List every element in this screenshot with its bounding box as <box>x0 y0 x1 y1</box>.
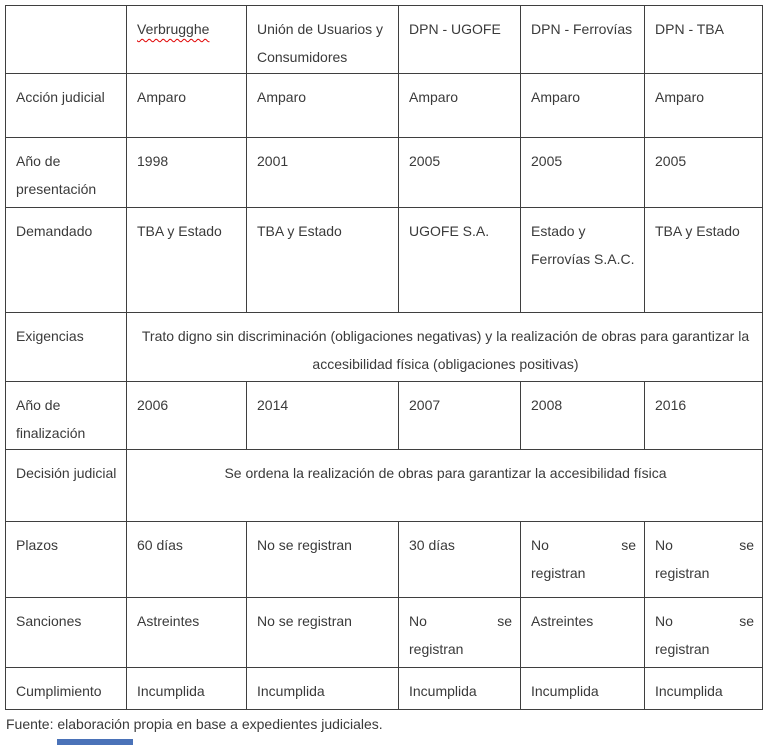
judicial-cases-table <box>5 5 763 710</box>
header-row <box>6 6 763 74</box>
table-cell: 2007 <box>399 382 521 450</box>
table-cell: Astreintes <box>127 598 247 668</box>
table-cell: Amparo <box>645 74 763 138</box>
table-cell: Estado y Ferrovías S.A.C. <box>521 208 645 313</box>
table-cell: Incumplida <box>399 668 521 710</box>
table-cell: No se registran <box>247 598 399 668</box>
table-cell: TBA y Estado <box>247 208 399 313</box>
wrapped-line: registran <box>655 641 710 657</box>
row-label: Acción judicial <box>6 74 127 138</box>
table-cell: 2005 <box>399 138 521 208</box>
row-label: Demandado <box>6 208 127 313</box>
misspelled-word: Verbrugghe <box>137 21 210 37</box>
table-cell: 1998 <box>127 138 247 208</box>
table-cell: Incumplida <box>127 668 247 710</box>
word: No <box>655 613 673 629</box>
column-header-dpn-ugofe: DPN - UGOFE <box>399 6 521 74</box>
word: se <box>739 613 754 629</box>
table-cell: Incumplida <box>645 668 763 710</box>
row-label: Decisión judicial <box>6 450 127 522</box>
table-cell: Amparo <box>399 74 521 138</box>
table-cell: 2001 <box>247 138 399 208</box>
row-label: Exigencias <box>6 313 127 382</box>
table-cell: Amparo <box>521 74 645 138</box>
word: se <box>621 537 636 553</box>
table-cell: 60 días <box>127 522 247 598</box>
merged-cell-decision: Se ordena la realización de obras para garantizar la accesibilidad física <box>127 450 763 522</box>
table-cell: Astreintes <box>521 598 645 668</box>
row-label: Año de presentación <box>6 138 127 208</box>
row-label: Sanciones <box>6 598 127 668</box>
table-cell: 2005 <box>645 138 763 208</box>
table-row-demandado <box>6 208 763 313</box>
word: No <box>655 537 673 553</box>
column-header-empty <box>6 6 127 74</box>
table-cell: TBA y Estado <box>127 208 247 313</box>
table-cell: Incumplida <box>521 668 645 710</box>
word: se <box>497 613 512 629</box>
table-cell <box>521 522 645 598</box>
table-cell: UGOFE S.A. <box>399 208 521 313</box>
wrapped-line: registran <box>655 565 710 581</box>
word: se <box>739 537 754 553</box>
table-row-plazos <box>6 522 763 598</box>
table-cell: Amparo <box>127 74 247 138</box>
table-row-accion-judicial <box>6 74 763 138</box>
table-row-exigencias <box>6 313 763 382</box>
column-header-verbrugghe <box>127 6 247 74</box>
table-cell <box>399 598 521 668</box>
table-row-ano-presentacion <box>6 138 763 208</box>
justified-line <box>655 531 754 559</box>
cropped-blue-element <box>57 739 133 745</box>
table-cell: TBA y Estado <box>645 208 763 313</box>
column-header-dpn-ferrovias: DPN - Ferrovías <box>521 6 645 74</box>
table-cell: 2008 <box>521 382 645 450</box>
table-row-sanciones <box>6 598 763 668</box>
justified-line <box>409 607 512 635</box>
row-label: Plazos <box>6 522 127 598</box>
table-row-decision-judicial <box>6 450 763 522</box>
table-cell: 2005 <box>521 138 645 208</box>
justified-line <box>655 607 754 635</box>
row-label: Año de finalización <box>6 382 127 450</box>
table-cell: No se registran <box>247 522 399 598</box>
word: No <box>531 537 549 553</box>
table-cell: 2014 <box>247 382 399 450</box>
table-cell: 2006 <box>127 382 247 450</box>
column-header-dpn-tba: DPN - TBA <box>645 6 763 74</box>
table-cell <box>645 522 763 598</box>
table-cell: 30 días <box>399 522 521 598</box>
row-label: Cumplimiento <box>6 668 127 710</box>
table-cell: 2016 <box>645 382 763 450</box>
table-cell: Amparo <box>247 74 399 138</box>
wrapped-line: registran <box>409 641 464 657</box>
table-cell <box>645 598 763 668</box>
table-cell: Incumplida <box>247 668 399 710</box>
source-note: Fuente: elaboración propia en base a expedientes judiciales. <box>6 716 383 732</box>
table-row-ano-finalizacion <box>6 382 763 450</box>
wrapped-line: registran <box>531 565 586 581</box>
merged-cell-exigencias: Trato digno sin discriminación (obligaciones negativas) y la realización de obras para garantizar la accesibilidad física (obligaciones positivas) <box>127 313 763 382</box>
column-header-union: Unión de Usuarios y Consumidores <box>247 6 399 74</box>
table-row-cumplimiento <box>6 668 763 710</box>
word: No <box>409 613 427 629</box>
justified-line <box>531 531 636 559</box>
